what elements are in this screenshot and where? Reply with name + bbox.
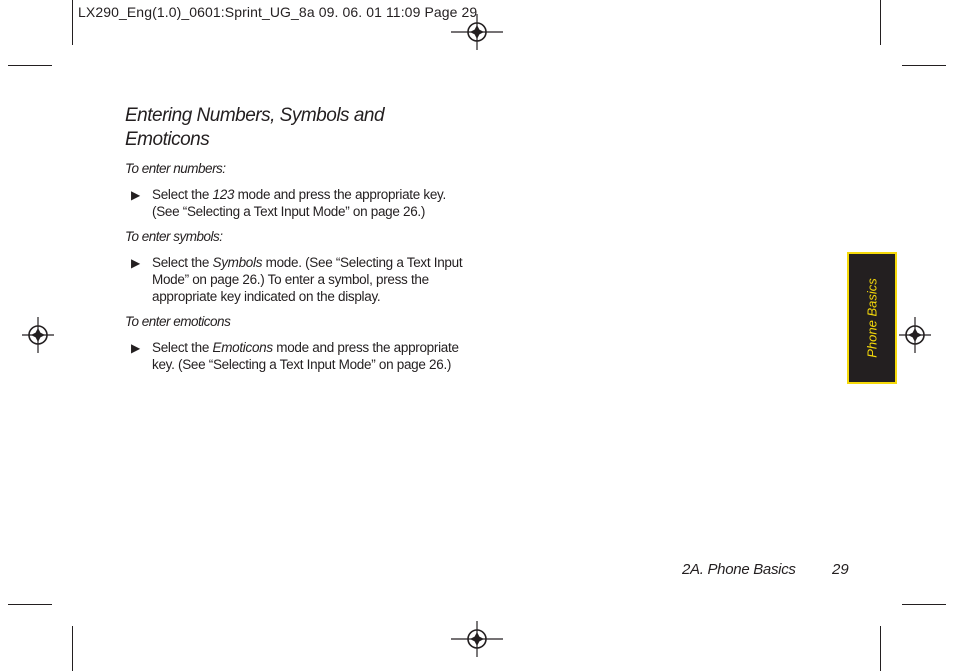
crop-mark-bottom-left-horizontal: [8, 604, 52, 605]
registration-mark-icon: [451, 14, 503, 50]
symbols-pre: Select the: [152, 255, 213, 270]
crop-mark-bottom-right-horizontal: [902, 604, 946, 605]
symbols-bullet-text: [152, 255, 476, 305]
numbers-mode: 123: [212, 187, 235, 202]
numbers-bullet: [131, 187, 476, 221]
symbols-post: mode. (See “Selecting a Text Input Mode” on page 26.) To enter a symbol, press the appropriate key indicated on the display.: [152, 255, 463, 304]
symbols-mode: Symbols: [212, 255, 263, 270]
emoticons-bullet-text: [152, 340, 476, 374]
symbols-intro: To enter symbols:: [125, 229, 223, 244]
numbers-post: mode and press the appropriate key. (See “Selecting a Text Input Mode” on page 26.): [152, 187, 446, 219]
registration-mark-icon: [451, 621, 503, 657]
registration-mark-icon: [12, 317, 64, 353]
emoticons-mode: Emoticons: [212, 340, 273, 355]
footer-page-number: 29: [832, 561, 849, 578]
numbers-intro: To enter numbers:: [125, 161, 226, 176]
crop-mark-bottom-left-vertical: [72, 626, 73, 671]
print-slug: LX290_Eng(1.0)_0601:Sprint_UG_8a 09. 06. 01 11:09 Page 29: [78, 4, 478, 20]
side-tab-label: Phone Basics: [864, 278, 880, 358]
crop-mark-top-right-horizontal: [902, 65, 946, 66]
emoticons-pre: Select the: [152, 340, 213, 355]
triangle-right-icon: ▶: [131, 188, 140, 202]
footer-section-name: 2A. Phone Basics: [682, 561, 796, 578]
triangle-right-icon: ▶: [131, 341, 140, 355]
symbols-bullet: [131, 255, 476, 305]
section-title: Entering Numbers, Symbols and Emoticons: [125, 105, 385, 150]
emoticons-intro: To enter emoticons: [125, 314, 231, 329]
crop-mark-bottom-right-vertical: [880, 626, 881, 671]
numbers-pre: Select the: [152, 187, 213, 202]
emoticons-bullet: [131, 340, 476, 374]
numbers-bullet-text: [152, 187, 476, 221]
crop-mark-top-left-vertical: [72, 0, 73, 45]
crop-mark-top-left-horizontal: [8, 65, 52, 66]
emoticons-post: mode and press the appropriate key. (See “Selecting a Text Input Mode” on page 26.): [152, 340, 459, 372]
triangle-right-icon: ▶: [131, 256, 140, 270]
side-section-tab: [847, 252, 897, 384]
crop-mark-top-right-vertical: [880, 0, 881, 45]
